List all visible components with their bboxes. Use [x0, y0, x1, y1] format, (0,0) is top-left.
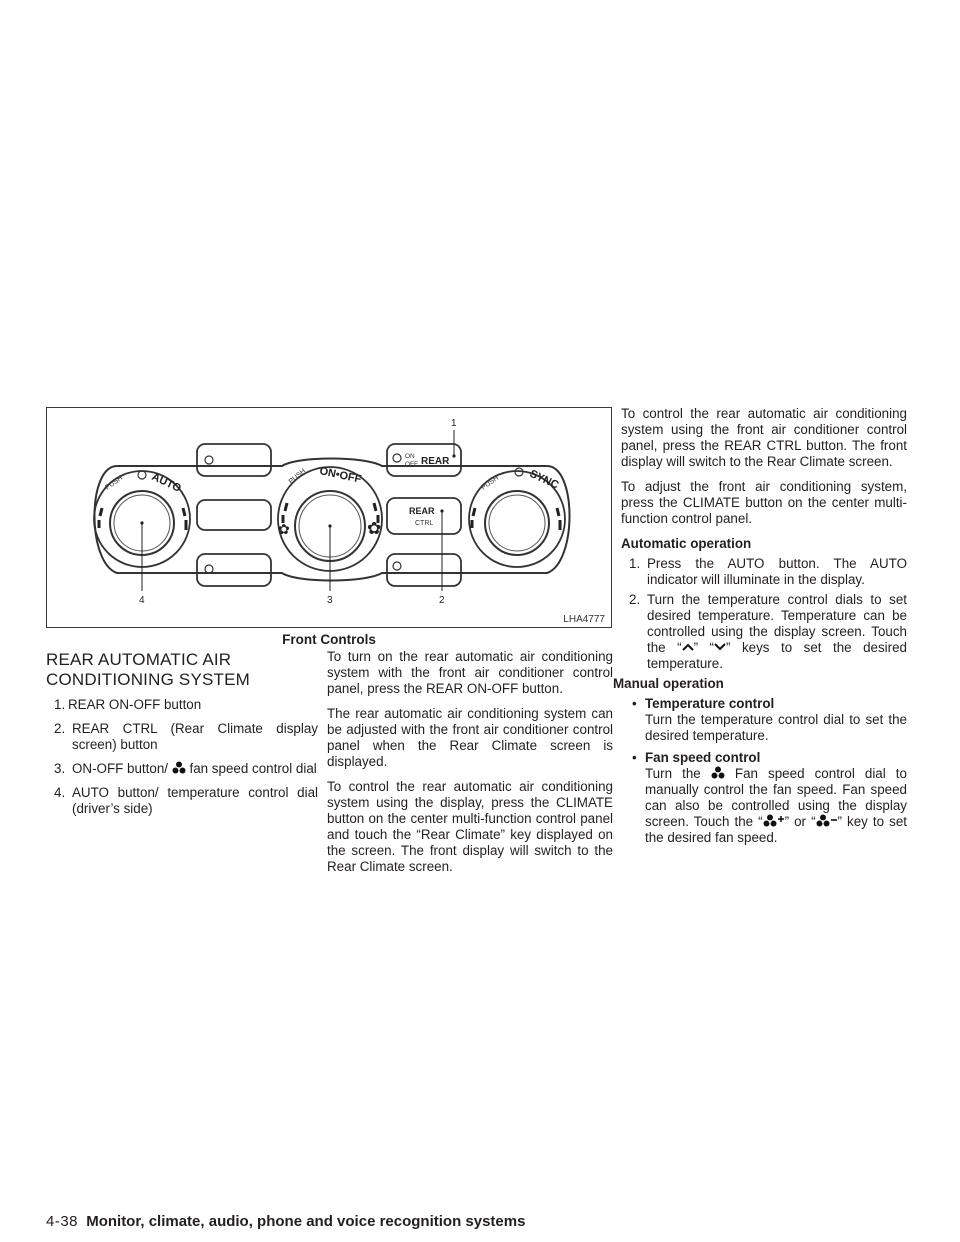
page-footer: [46, 1213, 525, 1230]
fan-large-icon: ✿: [367, 519, 382, 538]
sync-label: SYNC: [527, 467, 561, 492]
list-item: 3. ON-OFF button/ fan speed control dial: [54, 761, 317, 776]
svg-text:OFF: OFF: [405, 461, 418, 468]
temperature-control-item: • Temperature control Turn the temperature control dial to set the desired temperature.: [632, 696, 907, 743]
front-controls-illustration: [47, 408, 613, 629]
fan-icon: [711, 766, 725, 780]
list-item: 2. REAR CTRL (Rear Climate display screen) button: [54, 721, 318, 752]
chapter-title: Monitor, climate, audio, phone and voice recognition systems: [86, 1213, 526, 1230]
automatic-operation-heading: Automatic operation: [621, 536, 752, 551]
callout-1: 1: [451, 418, 457, 429]
section-heading: REAR AUTOMATIC AIR CONDITIONING SYSTEM: [46, 650, 251, 689]
fan-icon: [172, 761, 186, 775]
rear-label-top: REAR: [421, 456, 450, 467]
callout-2: 2: [439, 595, 445, 606]
middle-column: [327, 649, 613, 884]
rear-ctrl-button: [387, 498, 461, 534]
right-paragraph-1: To control the rear automatic air conditioning system using the front air conditioner control panel, press the REAR CTRL button. The front display will switch to the Rear Climate screen.: [621, 406, 907, 469]
left-bottom-button: [197, 554, 271, 586]
auto-label: AUTO: [149, 470, 183, 495]
rear-ctrl-ctrl-label: CTRL: [415, 520, 434, 527]
right-push-label: PUSH: [480, 474, 501, 492]
temperature-control-heading: Temperature control: [645, 696, 775, 711]
rear-ctrl-rear-label: REAR: [409, 506, 435, 516]
auto-step-2: 2. Turn the temperature control dials to set desired temperature. Temperature can be controlled using the display screen. Touch the “ ” “ ” keys to set the desired temperature.: [629, 592, 908, 671]
chevron-down-icon: [714, 642, 726, 652]
auto-step-1: 1. Press the AUTO button. The AUTO indicator will illuminate in the display.: [629, 556, 907, 587]
center-push-label: PUSH: [287, 467, 308, 486]
right-paragraph-2: To adjust the front air conditioning system, press the CLIMATE button on the center multi-function control panel.: [621, 479, 907, 526]
callout-4: 4: [139, 595, 145, 606]
list-item: 1. REAR ON-OFF button: [54, 697, 202, 712]
left-top-button: [197, 444, 271, 476]
chevron-up-icon: [682, 642, 694, 652]
fan-plus-icon: [763, 814, 785, 828]
on-off-label: ON•OFF: [318, 465, 363, 486]
page-number: 4-38: [46, 1213, 79, 1230]
figure-id: LHA4777: [563, 614, 605, 625]
left-middle-button: [197, 500, 271, 530]
fan-small-icon: ✿: [278, 521, 290, 537]
svg-text:ON: ON: [405, 453, 415, 460]
control-list: [46, 697, 318, 825]
middle-paragraph-2: The rear automatic air conditioning system can be adjusted with the front air conditioner control panel when the Rear Climate screen is displayed.: [327, 706, 613, 769]
fan-speed-control-item: • Fan speed control Turn the Fan speed control dial to manually control the fan speed. Fan speed can also be controlled using the display screen. Touch the “ ” or “ ” key to set the desired fan speed.: [632, 750, 907, 845]
fan-speed-control-heading: Fan speed control: [645, 750, 761, 765]
middle-paragraph-1: To turn on the rear automatic air conditioning system with the front air conditioner control panel, press the REAR ON-OFF button.: [327, 649, 613, 696]
right-column: [613, 406, 908, 846]
right-dial: [485, 491, 549, 555]
left-push-label: PUSH: [104, 474, 125, 492]
list-item: 4. AUTO button/ temperature control dial (driver’s side): [54, 785, 318, 816]
middle-paragraph-3: To control the rear automatic air conditioning system using the display, press the CLIMATE button on the center multi-function control panel and touch the “Rear Climate” key displayed on the screen. The front display will switch to the Rear Climate screen.: [327, 779, 613, 874]
callout-3: 3: [327, 595, 333, 606]
manual-operation-heading: Manual operation: [613, 676, 724, 691]
fan-minus-icon: [816, 814, 838, 828]
figure-caption: Front Controls: [282, 632, 376, 647]
front-controls-figure: [46, 407, 612, 628]
